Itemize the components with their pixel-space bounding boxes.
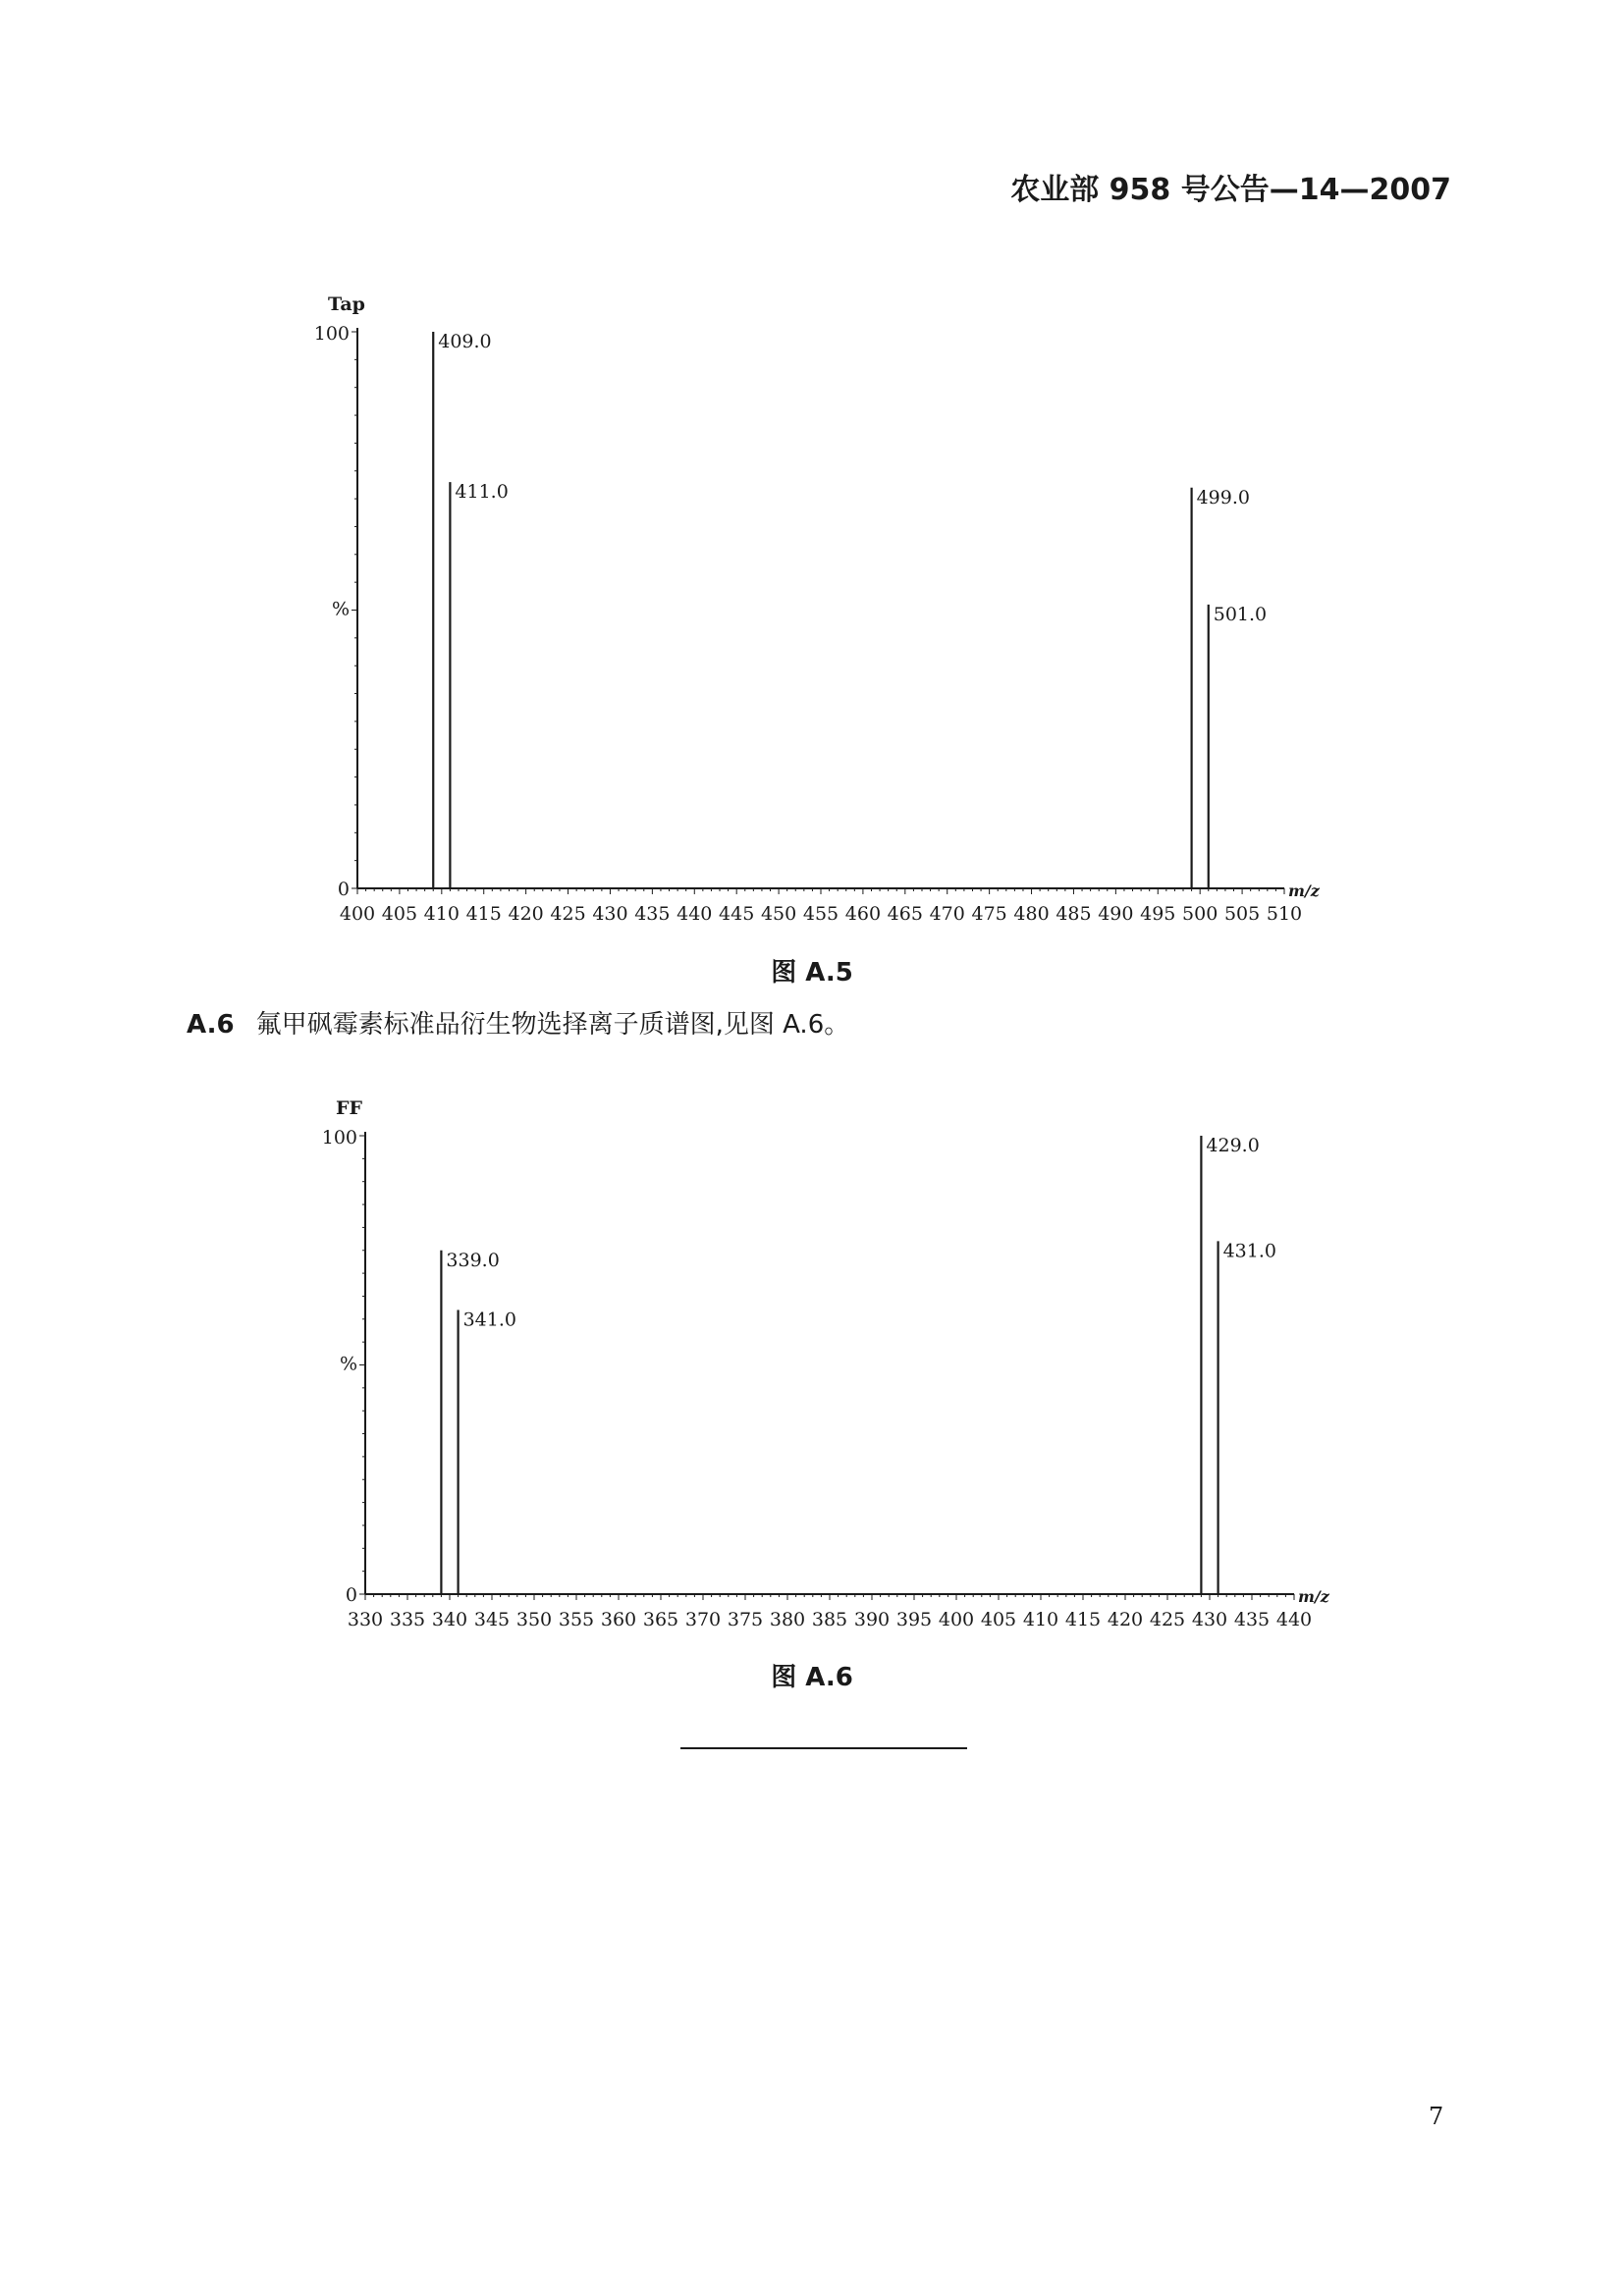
x-tick-label: 425 xyxy=(1149,1609,1186,1630)
x-tick-label: 340 xyxy=(431,1609,468,1630)
peak-label: 341.0 xyxy=(462,1308,517,1331)
x-tick-label: 425 xyxy=(550,903,586,925)
x-tick-label: 390 xyxy=(853,1609,891,1630)
end-rule xyxy=(680,1747,967,1749)
figure-caption-a6: 图 A.6 xyxy=(771,1663,853,1692)
y-axis-percent-label: % xyxy=(339,1353,357,1375)
x-tick-label: 435 xyxy=(634,903,671,925)
x-tick-label: 400 xyxy=(339,903,376,925)
peak-label: 499.0 xyxy=(1196,486,1251,508)
y-tick-label-top: 100 xyxy=(321,1127,357,1148)
x-tick-label: 430 xyxy=(592,903,628,925)
x-tick-label: 460 xyxy=(844,903,882,925)
x-tick-label: 385 xyxy=(811,1609,848,1630)
x-tick-label: 345 xyxy=(473,1609,511,1630)
x-axis-title: m/z xyxy=(1288,881,1320,900)
y-tick-label-bottom: 0 xyxy=(337,879,350,900)
x-tick-label: 375 xyxy=(727,1609,764,1630)
page-number: 7 xyxy=(1429,2103,1444,2130)
y-axis-title: FF xyxy=(336,1097,362,1119)
x-tick-label: 455 xyxy=(802,903,839,925)
x-tick-label: 510 xyxy=(1266,903,1303,925)
section-number: A.6 xyxy=(187,1010,235,1040)
x-tick-label: 365 xyxy=(642,1609,679,1630)
x-tick-label: 420 xyxy=(508,903,544,925)
y-axis-percent-label: % xyxy=(331,598,350,620)
x-tick-label: 475 xyxy=(971,903,1007,925)
x-tick-label: 430 xyxy=(1191,1609,1228,1630)
x-tick-label: 415 xyxy=(1064,1609,1102,1630)
figure-caption-a5: 图 A.5 xyxy=(771,958,853,988)
x-tick-label: 395 xyxy=(895,1609,933,1630)
peak-label: 429.0 xyxy=(1206,1135,1260,1156)
x-tick-label: 360 xyxy=(600,1609,637,1630)
standard-number-header: 农业部 958 号公告—14—2007 xyxy=(1010,173,1451,207)
y-axis-title: Tap xyxy=(328,294,365,315)
x-tick-label: 465 xyxy=(887,903,923,925)
peak-label: 411.0 xyxy=(455,481,509,504)
x-tick-label: 350 xyxy=(515,1609,553,1630)
x-tick-label: 420 xyxy=(1107,1609,1144,1630)
x-axis-title: m/z xyxy=(1298,1587,1329,1606)
x-tick-label: 410 xyxy=(1022,1609,1059,1630)
x-tick-label: 380 xyxy=(769,1609,806,1630)
x-tick-label: 500 xyxy=(1182,903,1218,925)
x-tick-label: 330 xyxy=(347,1609,384,1630)
x-tick-label: 355 xyxy=(558,1609,595,1630)
peak-label: 501.0 xyxy=(1213,603,1268,625)
x-tick-label: 505 xyxy=(1223,903,1261,925)
x-tick-label: 335 xyxy=(389,1609,426,1630)
peak-label: 409.0 xyxy=(438,331,492,352)
x-tick-label: 405 xyxy=(980,1609,1017,1630)
section-text: 氟甲砜霉素标准品衍生物选择离子质谱图,见图 A.6。 xyxy=(255,1010,850,1040)
x-tick-label: 400 xyxy=(938,1609,975,1630)
x-tick-label: 445 xyxy=(719,903,755,925)
peak-label: 339.0 xyxy=(446,1249,500,1271)
peak-label: 431.0 xyxy=(1222,1240,1277,1262)
x-tick-label: 480 xyxy=(1013,903,1050,925)
x-tick-label: 485 xyxy=(1056,903,1092,925)
x-tick-label: 435 xyxy=(1233,1609,1271,1630)
x-tick-label: 490 xyxy=(1098,903,1134,925)
y-tick-label-bottom: 0 xyxy=(345,1584,357,1606)
x-tick-label: 440 xyxy=(1275,1609,1313,1630)
x-tick-label: 410 xyxy=(423,903,460,925)
y-tick-label-top: 100 xyxy=(313,323,350,345)
x-tick-label: 405 xyxy=(381,903,418,925)
x-tick-label: 450 xyxy=(760,903,797,925)
x-tick-label: 495 xyxy=(1140,903,1176,925)
x-tick-label: 415 xyxy=(465,903,502,925)
x-tick-label: 470 xyxy=(929,903,965,925)
x-tick-label: 370 xyxy=(684,1609,722,1630)
x-tick-label: 440 xyxy=(677,903,713,925)
